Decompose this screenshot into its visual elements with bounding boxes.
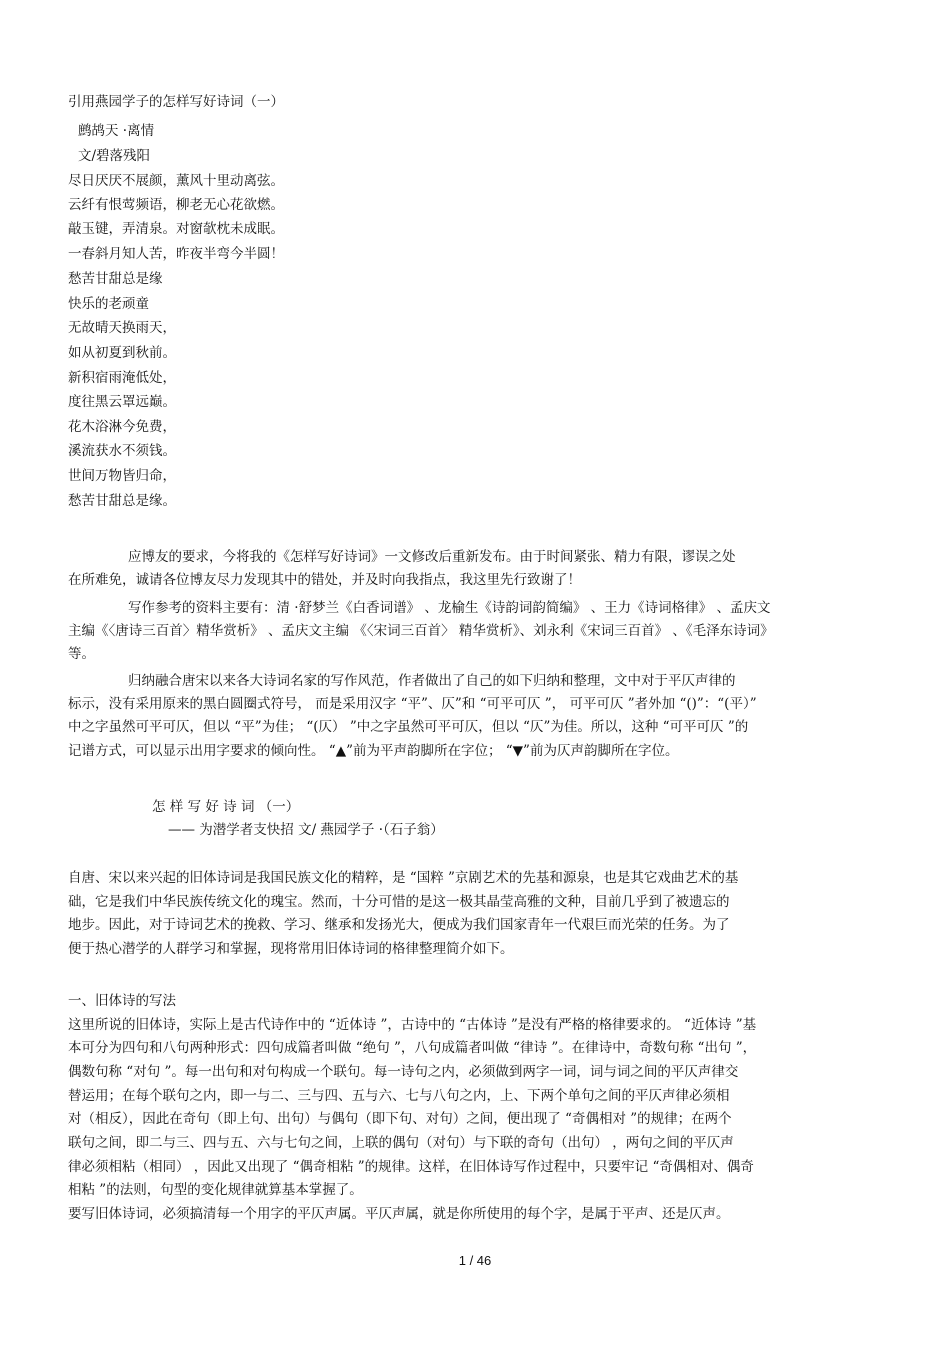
article-intro-line: 自唐、宋以来兴起的旧体诗词是我国民族文化的精粹，是 “国粹 ”京剧艺术的先基和源泉，也是其它戏曲艺术的基	[68, 870, 739, 886]
article-intro-line: 便于热心潜学的人群学习和掌握，现将常用旧体诗词的格律整理简介如下。	[68, 941, 514, 957]
poem-line: 敲玉键，弄清泉。对窗欹枕未成眠。	[68, 221, 284, 237]
poem2-line: 溪流获水不须钱。	[68, 443, 176, 459]
article-title: 怎 样 写 好 诗 词 （一）	[152, 799, 300, 815]
page-indicator: 1 / 46	[458, 1253, 492, 1268]
preface-line: 写作参考的资料主要有：清 ·舒梦兰《白香词谱》 、龙榆生《诗韵词韵简编》 、王力《诗词格律》 、孟庆文	[128, 600, 771, 616]
poem2-line: 新积宿雨淹低处，	[68, 370, 176, 386]
poem-author: 文/碧落残阳	[78, 148, 151, 164]
poem-line: 云纤有恨莺频语，柳老无心花欲燃。	[68, 197, 284, 213]
poem2-author: 快乐的老顽童	[68, 296, 149, 312]
preface-line: 记谱方式，可以显示出用字要求的倾向性。 “▲”前为平声韵脚所在字位； “▼”前为仄声韵脚所在字位。	[68, 743, 679, 759]
article-subtitle: —— 为潜学者支快招 文/ 燕园学子 ·（石子翁）	[168, 822, 444, 838]
preface-line: 主编《〈唐诗三百首〉精华赏析》 、孟庆文主编 《〈宋词三百首〉 精华赏析》、刘永利《宋词三百首》 、《毛泽东诗词》	[68, 623, 774, 639]
preface-line: 中之字虽然可平可仄，但以 “平”为佳； “(仄） ”中之字虽然可平可仄，但以 “仄”为佳。所以，这种 “可平可仄 ”的	[68, 719, 749, 735]
poem-line: 一春斜月知人苦，昨夜半弯今半圆！	[68, 246, 284, 262]
preface-line: 应博友的要求，今将我的《怎样写好诗词》一文修改后重新发布。由于时间紧张、精力有限，谬误之处	[128, 549, 736, 565]
article-intro-line: 地步。因此，对于诗词艺术的挽救、学习、继承和发扬光大，便成为我们国家青年一代艰巨而光荣的任务。为了	[68, 917, 730, 933]
section-line: 对（相反），因此在奇句（即上句、出句）与偶句（即下句、对句）之间，便出现了 “奇偶相对 ”的规律；在两个	[68, 1111, 732, 1127]
section-line: 本可分为四句和八句两种形式：四句成篇者叫做 “绝句 ”，八句成篇者叫做 “律诗 ”。在律诗中，奇数句称 “出句 ”，	[68, 1040, 757, 1056]
section-line: 要写旧体诗词，必须搞清每一个用字的平仄声属。平仄声属，就是你所使用的每个字，是属于平声、还是仄声。	[68, 1206, 730, 1222]
poem2-line: 度往黑云罩远巅。	[68, 394, 176, 410]
poem2-line: 愁苦甘甜总是缘。	[68, 493, 176, 509]
section-heading: 一、旧体诗的写法	[68, 993, 176, 1009]
poem2-line: 如从初夏到秋前。	[68, 345, 176, 361]
section-line: 替运用；在每个联句之内，即一与二、三与四、五与六、七与八句之内，上、下两个单句之间的平仄声律必须相	[68, 1088, 730, 1104]
preface-line: 等。	[68, 646, 95, 662]
poem2-line: 花木浴淋今免费，	[68, 419, 176, 435]
section-line: 律必须相粘（相同） ，因此又出现了 “偶奇相粘 ”的规律。这样，在旧体诗写作过程中，只要牢记 “奇偶相对、偶奇	[68, 1159, 754, 1175]
preface-line: 标示，没有采用原来的黑白圆圈式符号， 而是采用汉字 “平”、仄”和 “可平可仄 ”， 可平可仄 ”者外加 “()”：“(平）”	[68, 696, 757, 712]
poem2-line: 世间万物皆归命，	[68, 468, 176, 484]
poem-title: 鹧鸪天 ·离情	[78, 123, 155, 139]
preface-line: 归纳融合唐宋以来各大诗词名家的写作风范，作者做出了自己的如下归纳和整理，文中对于平仄声律的	[128, 673, 736, 689]
section-line: 联句之间，即二与三、四与五、六与七句之间，上联的偶句（对句）与下联的奇句（出句） ，两句之间的平仄声	[68, 1135, 734, 1151]
preface-line: 在所难免，诚请各位博友尽力发现其中的错处，并及时向我指点，我这里先行致谢了！	[68, 572, 581, 588]
section-line: 相粘 ”的法则，句型的变化规律就算基本掌握了。	[68, 1182, 363, 1198]
section-line: 偶数句称 “对句 ”。每一出句和对句构成一个联句。每一诗句之内，必须做到两字一词，词与词之间的平仄声律交	[68, 1064, 739, 1080]
intro-title: 引用燕园学子的怎样写好诗词（一）	[68, 94, 284, 110]
poem2-line: 无故晴天换雨天，	[68, 320, 176, 336]
poem-line: 尽日厌厌不展颜，薰风十里动离弦。	[68, 173, 284, 189]
article-intro-line: 础，它是我们中华民族传统文化的瑰宝。然而，十分可惜的是这一极其晶莹高雅的文种，目前几乎到了被遗忘的	[68, 894, 730, 910]
poem2-title: 愁苦甘甜总是缘	[68, 271, 163, 287]
section-line: 这里所说的旧体诗，实际上是古代诗作中的 “近体诗 ”，古诗中的 “古体诗 ”是没有严格的格律要求的。 “近体诗 ”基	[68, 1017, 757, 1033]
